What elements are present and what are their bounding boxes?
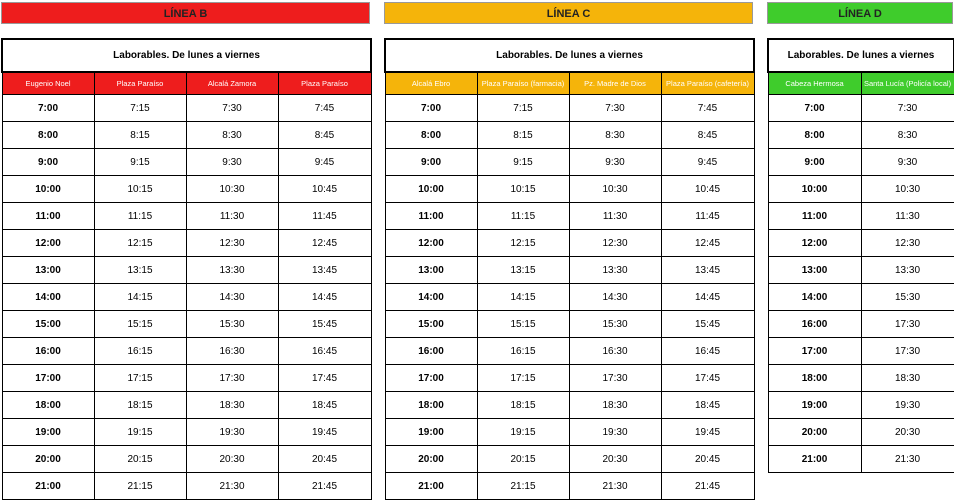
time-cell: 17:30 (569, 365, 661, 392)
time-cell: 13:45 (278, 257, 371, 284)
stops-header-row (768, 72, 954, 95)
table-row (2, 473, 371, 500)
time-cell: 9:15 (94, 149, 186, 176)
time-cell: 9:30 (186, 149, 278, 176)
table-row (768, 230, 954, 257)
time-cell: 10:30 (861, 176, 954, 203)
time-cell: 18:30 (569, 392, 661, 419)
time-cell: 20:45 (661, 446, 754, 473)
stops-header-row (385, 72, 754, 95)
table-row (2, 149, 371, 176)
time-cell: 7:45 (661, 95, 754, 122)
time-cell: 8:15 (477, 122, 569, 149)
time-cell: 15:30 (861, 284, 954, 311)
line-c-banner: LÍNEA C (384, 2, 753, 24)
table-row (2, 230, 371, 257)
departure-time-cell: 13:00 (768, 257, 861, 284)
time-cell: 13:15 (94, 257, 186, 284)
time-cell: 10:45 (661, 176, 754, 203)
table-row (2, 419, 371, 446)
time-cell: 18:15 (477, 392, 569, 419)
time-cell: 15:15 (477, 311, 569, 338)
time-cell: 10:45 (278, 176, 371, 203)
time-cell: 21:45 (278, 473, 371, 500)
time-cell: 12:45 (661, 230, 754, 257)
table-row (385, 392, 754, 419)
departure-time-cell: 13:00 (2, 257, 94, 284)
stops-header-row (2, 72, 371, 95)
schedule-subtitle: Laborables. De lunes a viernes (385, 39, 754, 72)
time-cell: 9:30 (861, 149, 954, 176)
time-cell: 7:30 (186, 95, 278, 122)
time-cell: 14:15 (94, 284, 186, 311)
time-cell: 19:15 (477, 419, 569, 446)
time-cell: 15:30 (186, 311, 278, 338)
time-cell: 17:30 (861, 338, 954, 365)
line-c-timetable (384, 38, 755, 500)
departure-time-cell: 16:00 (385, 338, 477, 365)
time-cell: 8:30 (569, 122, 661, 149)
stop-header: Santa Lucía (Policía local) (861, 72, 954, 95)
departure-time-cell: 8:00 (768, 122, 861, 149)
line-d-timetable (767, 38, 954, 473)
table-row (385, 122, 754, 149)
departure-time-cell: 8:00 (385, 122, 477, 149)
departure-time-cell: 18:00 (768, 365, 861, 392)
time-cell: 21:45 (661, 473, 754, 500)
time-cell: 11:45 (278, 203, 371, 230)
departure-time-cell: 16:00 (2, 338, 94, 365)
table-row (385, 257, 754, 284)
time-cell: 11:45 (661, 203, 754, 230)
time-cell: 8:45 (661, 122, 754, 149)
departure-time-cell: 7:00 (768, 95, 861, 122)
time-cell: 21:15 (477, 473, 569, 500)
table-row (768, 365, 954, 392)
departure-time-cell: 17:00 (385, 365, 477, 392)
departure-time-cell: 13:00 (385, 257, 477, 284)
time-cell: 14:45 (661, 284, 754, 311)
departure-time-cell: 19:00 (768, 392, 861, 419)
departure-time-cell: 16:00 (768, 311, 861, 338)
table-row (768, 257, 954, 284)
table-row (768, 338, 954, 365)
time-cell: 16:45 (661, 338, 754, 365)
time-cell: 8:30 (186, 122, 278, 149)
time-cell: 11:30 (861, 203, 954, 230)
departure-time-cell: 9:00 (2, 149, 94, 176)
table-row (385, 419, 754, 446)
time-cell: 10:15 (477, 176, 569, 203)
stop-header: Pz. Madre de Dios (569, 72, 661, 95)
time-cell: 10:15 (94, 176, 186, 203)
departure-time-cell: 15:00 (385, 311, 477, 338)
departure-time-cell: 11:00 (768, 203, 861, 230)
table-row (768, 122, 954, 149)
table-row (2, 176, 371, 203)
time-cell: 13:15 (477, 257, 569, 284)
departure-time-cell: 7:00 (2, 95, 94, 122)
departure-time-cell: 20:00 (768, 419, 861, 446)
time-cell: 16:15 (477, 338, 569, 365)
departure-time-cell: 21:00 (768, 446, 861, 473)
time-cell: 17:30 (186, 365, 278, 392)
departure-time-cell: 9:00 (768, 149, 861, 176)
table-row (385, 149, 754, 176)
time-cell: 8:15 (94, 122, 186, 149)
table-row (2, 365, 371, 392)
time-cell: 21:30 (569, 473, 661, 500)
time-cell: 7:30 (861, 95, 954, 122)
table-row (2, 122, 371, 149)
table-row (2, 203, 371, 230)
time-cell: 20:15 (94, 446, 186, 473)
stop-header: Plaza Paraíso (farmacia) (477, 72, 569, 95)
time-cell: 12:30 (186, 230, 278, 257)
table-row (768, 284, 954, 311)
departure-time-cell: 18:00 (2, 392, 94, 419)
line-b-banner: LÍNEA B (1, 2, 370, 24)
departure-time-cell: 9:00 (385, 149, 477, 176)
time-cell: 9:45 (278, 149, 371, 176)
schedule-subtitle: Laborables. De lunes a viernes (768, 39, 954, 72)
time-cell: 15:45 (278, 311, 371, 338)
departure-time-cell: 20:00 (385, 446, 477, 473)
stop-header: Alcalá Zamora (186, 72, 278, 95)
time-cell: 14:30 (569, 284, 661, 311)
time-cell: 16:30 (186, 338, 278, 365)
departure-time-cell: 11:00 (2, 203, 94, 230)
departure-time-cell: 18:00 (385, 392, 477, 419)
time-cell: 18:30 (186, 392, 278, 419)
departure-time-cell: 11:00 (385, 203, 477, 230)
table-row (768, 392, 954, 419)
time-cell: 12:30 (569, 230, 661, 257)
time-cell: 19:30 (569, 419, 661, 446)
table-row (385, 365, 754, 392)
time-cell: 8:30 (861, 122, 954, 149)
time-cell: 7:30 (569, 95, 661, 122)
time-cell: 9:30 (569, 149, 661, 176)
schedule-subtitle: Laborables. De lunes a viernes (2, 39, 371, 72)
time-cell: 14:30 (186, 284, 278, 311)
departure-time-cell: 19:00 (2, 419, 94, 446)
line-b-timetable (1, 38, 372, 500)
time-cell: 11:15 (94, 203, 186, 230)
time-cell: 19:30 (861, 392, 954, 419)
departure-time-cell: 10:00 (768, 176, 861, 203)
stop-header: Plaza Paraíso (278, 72, 371, 95)
departure-time-cell: 21:00 (385, 473, 477, 500)
time-cell: 18:45 (661, 392, 754, 419)
time-cell: 17:30 (861, 311, 954, 338)
time-cell: 20:15 (477, 446, 569, 473)
time-cell: 11:30 (569, 203, 661, 230)
table-row (385, 311, 754, 338)
table-row (2, 311, 371, 338)
time-cell: 14:45 (278, 284, 371, 311)
time-cell: 17:45 (661, 365, 754, 392)
time-cell: 7:15 (477, 95, 569, 122)
time-cell: 19:15 (94, 419, 186, 446)
table-row (2, 446, 371, 473)
departure-time-cell: 14:00 (2, 284, 94, 311)
time-cell: 13:30 (861, 257, 954, 284)
time-cell: 19:45 (661, 419, 754, 446)
time-cell: 15:30 (569, 311, 661, 338)
time-cell: 20:30 (861, 419, 954, 446)
time-cell: 21:15 (94, 473, 186, 500)
departure-time-cell: 8:00 (2, 122, 94, 149)
departure-time-cell: 19:00 (385, 419, 477, 446)
time-cell: 21:30 (186, 473, 278, 500)
time-cell: 8:45 (278, 122, 371, 149)
table-row (385, 446, 754, 473)
table-row (385, 203, 754, 230)
line-d-banner: LÍNEA D (767, 2, 953, 24)
time-cell: 16:15 (94, 338, 186, 365)
table-row (2, 284, 371, 311)
stop-header: Plaza Paraíso (cafetería) (661, 72, 754, 95)
table-row (385, 230, 754, 257)
time-cell: 18:45 (278, 392, 371, 419)
table-row (768, 176, 954, 203)
table-row (385, 338, 754, 365)
departure-time-cell: 12:00 (385, 230, 477, 257)
table-row (2, 338, 371, 365)
time-cell: 11:15 (477, 203, 569, 230)
table-row (2, 257, 371, 284)
time-cell: 19:45 (278, 419, 371, 446)
time-cell: 15:15 (94, 311, 186, 338)
time-cell: 12:15 (94, 230, 186, 257)
table-row (2, 95, 371, 122)
time-cell: 11:30 (186, 203, 278, 230)
stop-header: Eugenio Noel (2, 72, 94, 95)
time-cell: 15:45 (661, 311, 754, 338)
time-cell: 19:30 (186, 419, 278, 446)
departure-time-cell: 17:00 (2, 365, 94, 392)
departure-time-cell: 17:00 (768, 338, 861, 365)
stop-header: Alcalá Ebro (385, 72, 477, 95)
table-row (768, 95, 954, 122)
table-row (385, 284, 754, 311)
departure-time-cell: 7:00 (385, 95, 477, 122)
departure-time-cell: 20:00 (2, 446, 94, 473)
time-cell: 13:30 (569, 257, 661, 284)
time-cell: 14:15 (477, 284, 569, 311)
table-row (385, 473, 754, 500)
table-row (2, 392, 371, 419)
table-row (385, 176, 754, 203)
stop-header: Plaza Paraíso (94, 72, 186, 95)
time-cell: 16:30 (569, 338, 661, 365)
time-cell: 17:15 (477, 365, 569, 392)
time-cell: 12:15 (477, 230, 569, 257)
time-cell: 20:30 (569, 446, 661, 473)
departure-time-cell: 12:00 (2, 230, 94, 257)
table-row (768, 419, 954, 446)
table-row (768, 149, 954, 176)
departure-time-cell: 10:00 (2, 176, 94, 203)
time-cell: 12:30 (861, 230, 954, 257)
time-cell: 20:45 (278, 446, 371, 473)
departure-time-cell: 14:00 (768, 284, 861, 311)
departure-time-cell: 15:00 (2, 311, 94, 338)
time-cell: 9:45 (661, 149, 754, 176)
time-cell: 12:45 (278, 230, 371, 257)
time-cell: 7:15 (94, 95, 186, 122)
departure-time-cell: 12:00 (768, 230, 861, 257)
time-cell: 10:30 (186, 176, 278, 203)
time-cell: 13:30 (186, 257, 278, 284)
table-row (768, 446, 954, 473)
time-cell: 20:30 (186, 446, 278, 473)
time-cell: 9:15 (477, 149, 569, 176)
time-cell: 13:45 (661, 257, 754, 284)
time-cell: 10:30 (569, 176, 661, 203)
stop-header: Cabeza Hermosa (768, 72, 861, 95)
time-cell: 7:45 (278, 95, 371, 122)
departure-time-cell: 21:00 (2, 473, 94, 500)
table-row (768, 311, 954, 338)
time-cell: 18:15 (94, 392, 186, 419)
time-cell: 17:15 (94, 365, 186, 392)
time-cell: 17:45 (278, 365, 371, 392)
departure-time-cell: 10:00 (385, 176, 477, 203)
departure-time-cell: 14:00 (385, 284, 477, 311)
table-row (385, 95, 754, 122)
time-cell: 18:30 (861, 365, 954, 392)
time-cell: 16:45 (278, 338, 371, 365)
time-cell: 21:30 (861, 446, 954, 473)
table-row (768, 203, 954, 230)
